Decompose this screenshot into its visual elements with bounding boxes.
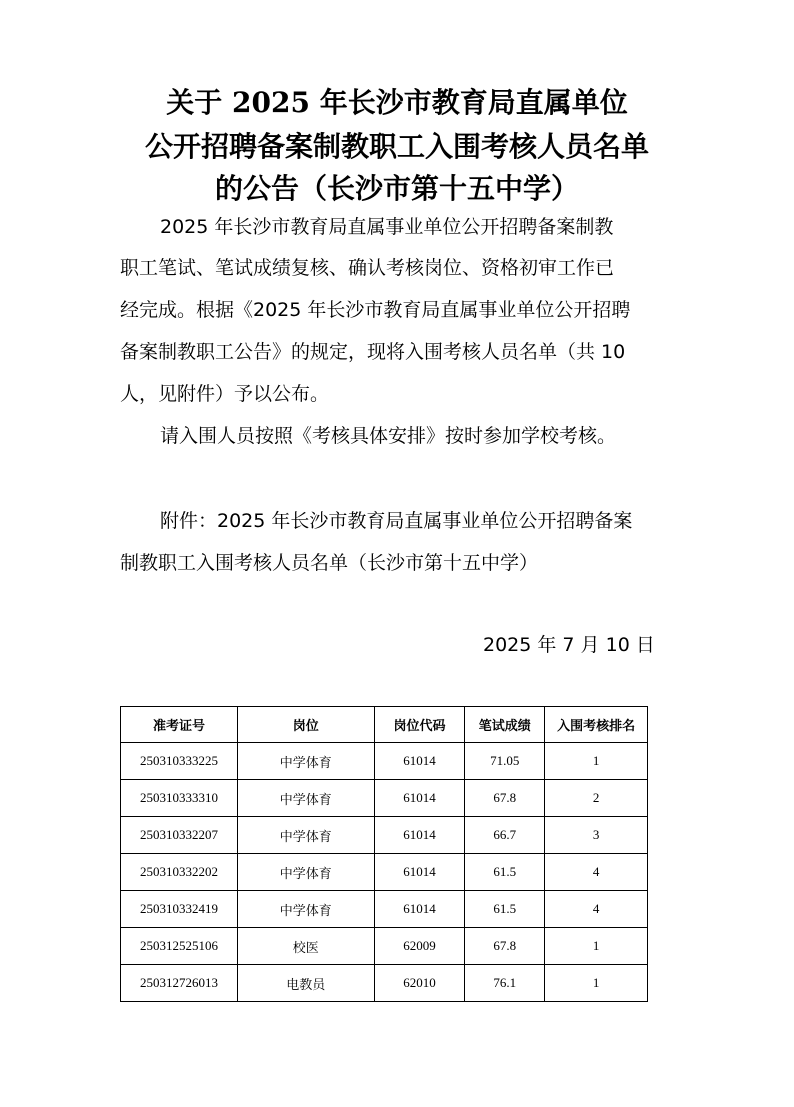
announcement-date: 2025 年 7 月 10 日 [483,634,655,656]
cell-exam-number: 250310332207 [121,817,238,854]
cell-written-score: 67.8 [465,928,545,965]
announcement-title-line-1: 关于 2025 年长沙市教育局直属单位 [166,86,628,119]
cell-written-score: 61.5 [465,854,545,891]
cell-position-code: 61014 [374,891,465,928]
cell-written-score: 76.1 [465,965,545,1002]
intro-line-4: 备案制教职工公告》的规定，现将入围考核人员名单（共 10 [120,341,626,363]
cell-rank: 4 [545,891,648,928]
cell-position-code: 61014 [374,854,465,891]
announcement-title-line-2: 公开招聘备案制教职工入围考核人员名单 [144,130,649,163]
cell-position-code: 62009 [374,928,465,965]
attachment-line-1: 附件：2025 年长沙市教育局直属事业单位公开招聘备案 [160,510,633,532]
cell-position-code: 61014 [374,817,465,854]
cell-position: 中学体育 [237,817,374,854]
instruction-paragraph: 请入围人员按照《考核具体安排》按时参加学校考核。 [160,425,617,447]
table-row [121,743,648,780]
table-row [121,965,648,1002]
header-written-score: 笔试成绩 [465,707,545,743]
table-row [121,891,648,928]
cell-exam-number: 250310333310 [121,780,238,817]
cell-written-score: 66.7 [465,817,545,854]
cell-position: 中学体育 [237,891,374,928]
intro-line-1: 2025 年长沙市教育局直属事业单位公开招聘备案制教 [160,216,614,238]
cell-rank: 1 [545,965,648,1002]
table-header-row [121,707,648,743]
cell-written-score: 61.5 [465,891,545,928]
table-row [121,854,648,891]
header-position: 岗位 [237,707,374,743]
attachment-line-2: 制教职工入围考核人员名单（长沙市第十五中学） [120,552,539,574]
header-rank: 入围考核排名 [545,707,648,743]
cell-written-score: 67.8 [465,780,545,817]
table-row [121,928,648,965]
cell-rank: 1 [545,743,648,780]
cell-position-code: 62010 [374,965,465,1002]
cell-exam-number: 250310333225 [121,743,238,780]
cell-exam-number: 250312525106 [121,928,238,965]
cell-rank: 4 [545,854,648,891]
cell-rank: 2 [545,780,648,817]
header-position-code: 岗位代码 [374,707,465,743]
cell-exam-number: 250312726013 [121,965,238,1002]
header-exam-number: 准考证号 [121,707,238,743]
cell-exam-number: 250310332202 [121,854,238,891]
cell-position: 中学体育 [237,743,374,780]
cell-position-code: 61014 [374,780,465,817]
cell-rank: 1 [545,928,648,965]
cell-position: 中学体育 [237,854,374,891]
announcement-title-line-3: 的公告（长沙市第十五中学） [214,172,579,205]
table-row [121,780,648,817]
intro-line-2: 职工笔试、笔试成绩复核、确认考核岗位、资格初审工作已 [120,257,615,279]
candidate-table [120,706,648,1002]
cell-position-code: 61014 [374,743,465,780]
cell-position: 校医 [237,928,374,965]
cell-written-score: 71.05 [465,743,545,780]
intro-line-5: 人，见附件）予以公布。 [120,383,330,405]
cell-rank: 3 [545,817,648,854]
intro-line-3: 经完成。根据《2025 年长沙市教育局直属事业单位公开招聘 [120,299,631,321]
cell-exam-number: 250310332419 [121,891,238,928]
cell-position: 电教员 [237,965,374,1002]
table-row [121,817,648,854]
cell-position: 中学体育 [237,780,374,817]
